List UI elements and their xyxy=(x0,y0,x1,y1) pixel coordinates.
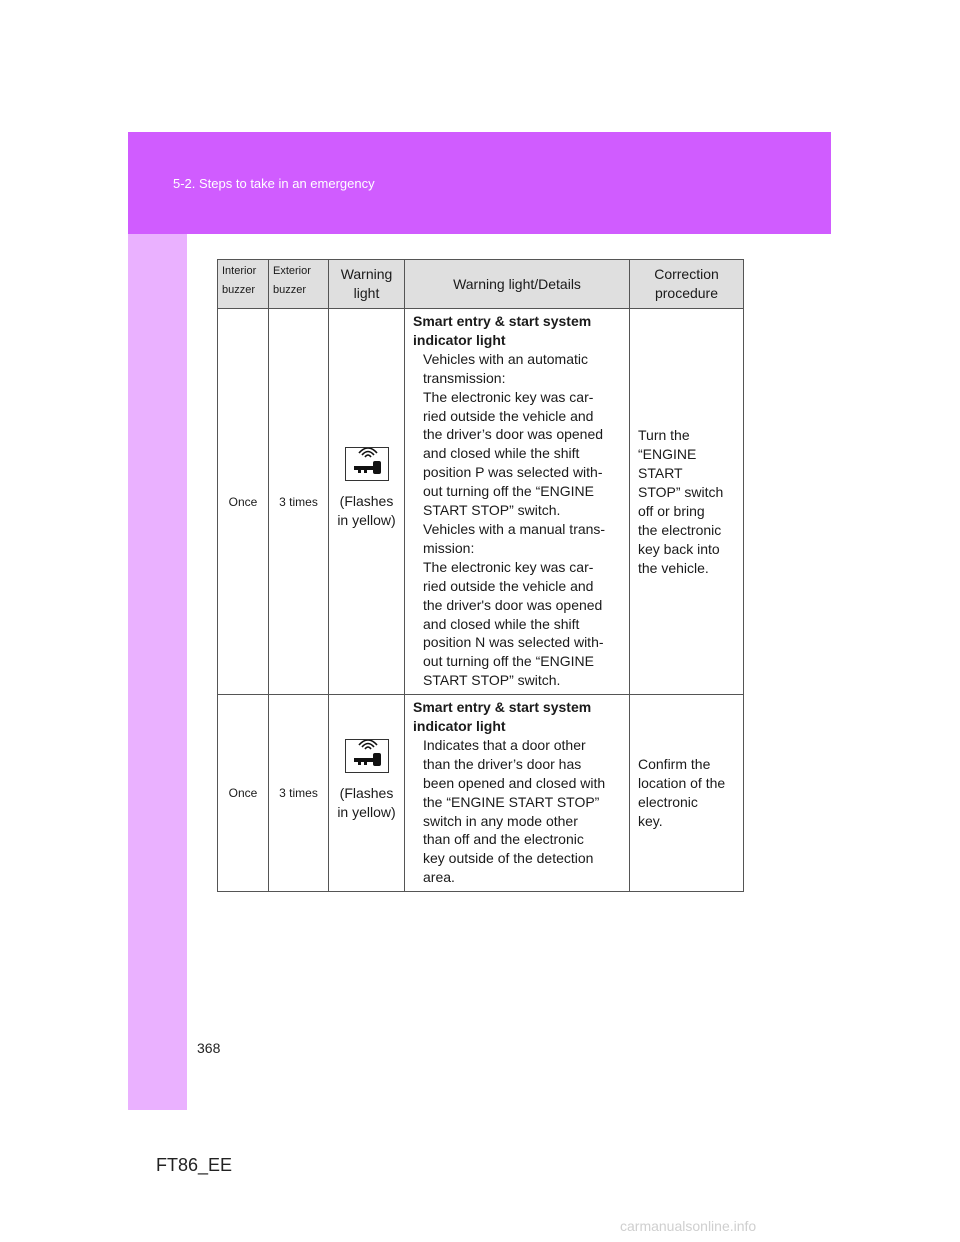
details-line: the driver's door was opened xyxy=(423,596,603,613)
details-line: Vehicles with an automatic xyxy=(423,350,588,367)
section-title: 5-2. Steps to take in an emergency xyxy=(173,176,375,191)
warning-light-cell xyxy=(329,309,405,695)
col-header-details-label: Warning light/Details xyxy=(453,275,581,292)
details-line: mission: xyxy=(423,539,475,556)
watermark: carmanualsonline.info xyxy=(620,1218,757,1234)
details-line: the driver’s door was opened xyxy=(423,426,604,443)
document-code: FT86_EE xyxy=(156,1155,233,1175)
correction-line: Turn the xyxy=(638,426,690,443)
col-header-interior-buzzer xyxy=(218,260,269,309)
correction-line: “ENGINE xyxy=(638,445,697,462)
correction-line: STOP” switch xyxy=(638,483,724,500)
light-note-line2: in yellow) xyxy=(337,803,396,820)
page-number: 368 xyxy=(197,1040,221,1056)
interior-buzzer-cell: Once xyxy=(218,695,269,892)
smart-key-indicator-icon xyxy=(345,447,389,481)
details-line: the “ENGINE START STOP” xyxy=(423,793,600,810)
col-header-correction-line2: procedure xyxy=(654,285,719,301)
details-line: The electronic key was car- xyxy=(423,558,594,575)
side-band xyxy=(128,234,187,1110)
correction-line: off or bring xyxy=(638,502,705,519)
details-line: switch in any mode other xyxy=(423,812,578,829)
correction-cell xyxy=(630,695,744,892)
interior-buzzer-cell: Once xyxy=(218,309,269,695)
details-line: area. xyxy=(423,869,455,886)
correction-line: key back into xyxy=(638,540,720,557)
details-line: The electronic key was car- xyxy=(423,388,594,405)
details-cell xyxy=(405,309,630,695)
details-line: position N was selected with- xyxy=(423,634,604,651)
details-line: than the driver’s door has xyxy=(423,755,582,772)
table-header-row xyxy=(218,260,744,309)
details-line: transmission: xyxy=(423,369,506,386)
correction-line: the vehicle. xyxy=(638,559,709,576)
details-line: position P was selected with- xyxy=(423,464,603,481)
warning-light-cell xyxy=(329,695,405,892)
col-header-exterior-line1: Exterior xyxy=(273,265,311,277)
details-text xyxy=(413,736,621,887)
details-title-line1: Smart entry & start system xyxy=(413,699,592,716)
col-header-warning-line2: light xyxy=(353,285,380,301)
details-line: START STOP” switch. xyxy=(423,502,561,519)
light-note-line1: (Flashes xyxy=(339,784,394,801)
warning-table xyxy=(217,259,744,892)
details-line: key outside of the detection xyxy=(423,850,594,867)
details-line: Vehicles with a manual trans- xyxy=(423,520,606,537)
details-line: and closed while the shift xyxy=(423,445,580,462)
details-line: been opened and closed with xyxy=(423,774,606,791)
table-row xyxy=(218,309,744,695)
col-header-correction-line1: Correction xyxy=(654,266,719,282)
exterior-buzzer-cell: 3 times xyxy=(269,309,329,695)
correction-line: Confirm the xyxy=(638,756,711,773)
light-note-line1: (Flashes xyxy=(339,493,394,510)
col-header-interior-line1: Interior xyxy=(222,265,257,277)
details-line: ried outside the vehicle and xyxy=(423,407,594,424)
light-note-line2: in yellow) xyxy=(337,512,396,529)
details-title-line2: indicator light xyxy=(413,331,506,348)
col-header-warning-line1: Warning xyxy=(340,266,393,282)
smart-key-indicator-icon xyxy=(345,739,389,773)
correction-line: electronic xyxy=(638,794,698,811)
details-line: and closed while the shift xyxy=(423,615,580,632)
col-header-correction xyxy=(630,260,744,309)
col-header-details xyxy=(405,260,630,309)
details-line: than off and the electronic xyxy=(423,831,584,848)
details-line: START STOP” switch. xyxy=(423,672,561,689)
details-line: Indicates that a door other xyxy=(423,736,586,753)
details-title-line2: indicator light xyxy=(413,718,506,735)
details-line: ried outside the vehicle and xyxy=(423,577,594,594)
col-header-interior-line2: buzzer xyxy=(222,284,256,296)
table-row xyxy=(218,695,744,892)
details-text xyxy=(413,350,621,690)
col-header-warning-light xyxy=(329,260,405,309)
details-cell xyxy=(405,695,630,892)
correction-line: key. xyxy=(638,813,663,830)
correction-line: START xyxy=(638,464,683,481)
correction-cell xyxy=(630,309,744,695)
exterior-buzzer-cell: 3 times xyxy=(269,695,329,892)
details-title-line1: Smart entry & start system xyxy=(413,313,592,329)
details-line: out turning off the “ENGINE xyxy=(423,653,594,670)
col-header-exterior-buzzer xyxy=(269,260,329,309)
col-header-exterior-line2: buzzer xyxy=(273,284,307,296)
details-line: out turning off the “ENGINE xyxy=(423,483,594,500)
correction-line: location of the xyxy=(638,775,726,792)
correction-line: the electronic xyxy=(638,521,722,538)
